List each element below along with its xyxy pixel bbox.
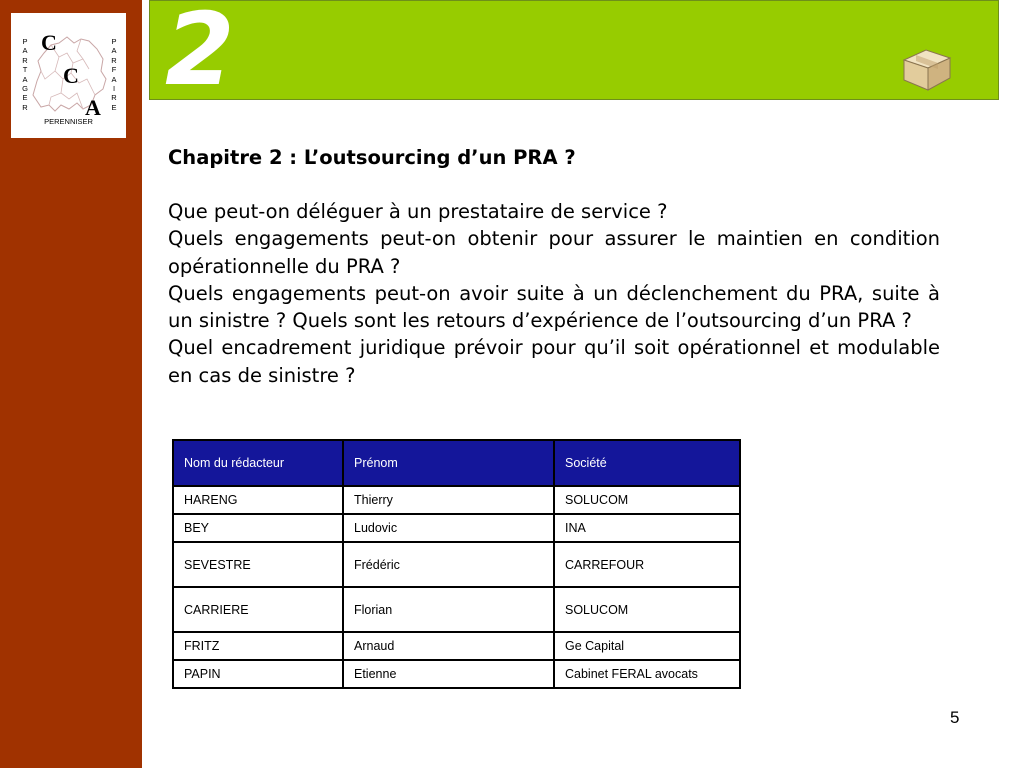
question-4: Quel encadrement juridique prévoir pour qu’il soit opérationnel et modulable en cas de sinistre ? <box>168 336 940 387</box>
logo <box>11 13 126 138</box>
table-row <box>173 486 740 514</box>
cell-name: SEVESTRE <box>173 542 343 587</box>
cell-firstname: Ludovic <box>343 514 554 542</box>
logo-right-word: P A R F A I R E <box>111 37 117 112</box>
header-company: Société <box>554 440 740 486</box>
cell-firstname: Arnaud <box>343 632 554 660</box>
cell-company: Cabinet FERAL avocats <box>554 660 740 688</box>
logo-letter-c2: C <box>63 63 79 88</box>
page-number: 5 <box>950 708 960 727</box>
authors-table <box>172 439 741 689</box>
cell-firstname: Thierry <box>343 486 554 514</box>
logo-letter-a: A <box>85 95 101 120</box>
table-header-row <box>173 440 740 486</box>
question-1: Que peut-on déléguer à un prestataire de service ? <box>168 200 668 223</box>
cell-firstname: Etienne <box>343 660 554 688</box>
cell-company: SOLUCOM <box>554 587 740 632</box>
chapter-number: 2 <box>165 0 235 108</box>
cell-name: CARRIERE <box>173 587 343 632</box>
cell-company: Ge Capital <box>554 632 740 660</box>
logo-letter-c1: C <box>41 30 57 55</box>
header-firstname: Prénom <box>343 440 554 486</box>
chapter-title: Chapitre 2 : L’outsourcing d’un PRA ? <box>168 146 576 169</box>
question-3: Quels engagements peut-on avoir suite à un déclenchement du PRA, suite à un sinistre ? Quels sont les retours d’expérience de l’outsourcing d’un PRA ? <box>168 281 940 333</box>
cell-firstname: Florian <box>343 587 554 632</box>
slide-content <box>168 144 940 389</box>
table-row <box>173 514 740 542</box>
header-name: Nom du rédacteur <box>173 440 343 486</box>
table-row <box>173 542 740 587</box>
table-row <box>173 632 740 660</box>
header-bar <box>149 0 999 108</box>
logo-bottom-word: PERENNISER <box>44 117 93 126</box>
table-row <box>173 587 740 632</box>
cell-firstname: Frédéric <box>343 542 554 587</box>
question-2: Quels engagements peut-on obtenir pour assurer le maintien en condition opérationnelle du PRA ? <box>168 227 940 278</box>
cell-company: SOLUCOM <box>554 486 740 514</box>
cell-name: BEY <box>173 514 343 542</box>
cell-company: INA <box>554 514 740 542</box>
cell-company: CARREFOUR <box>554 542 740 587</box>
table-row <box>173 660 740 688</box>
logo-left-word: P A R T A G E R <box>22 37 28 112</box>
cell-name: PAPIN <box>173 660 343 688</box>
cell-name: HARENG <box>173 486 343 514</box>
box-icon <box>900 46 954 94</box>
cell-name: FRITZ <box>173 632 343 660</box>
